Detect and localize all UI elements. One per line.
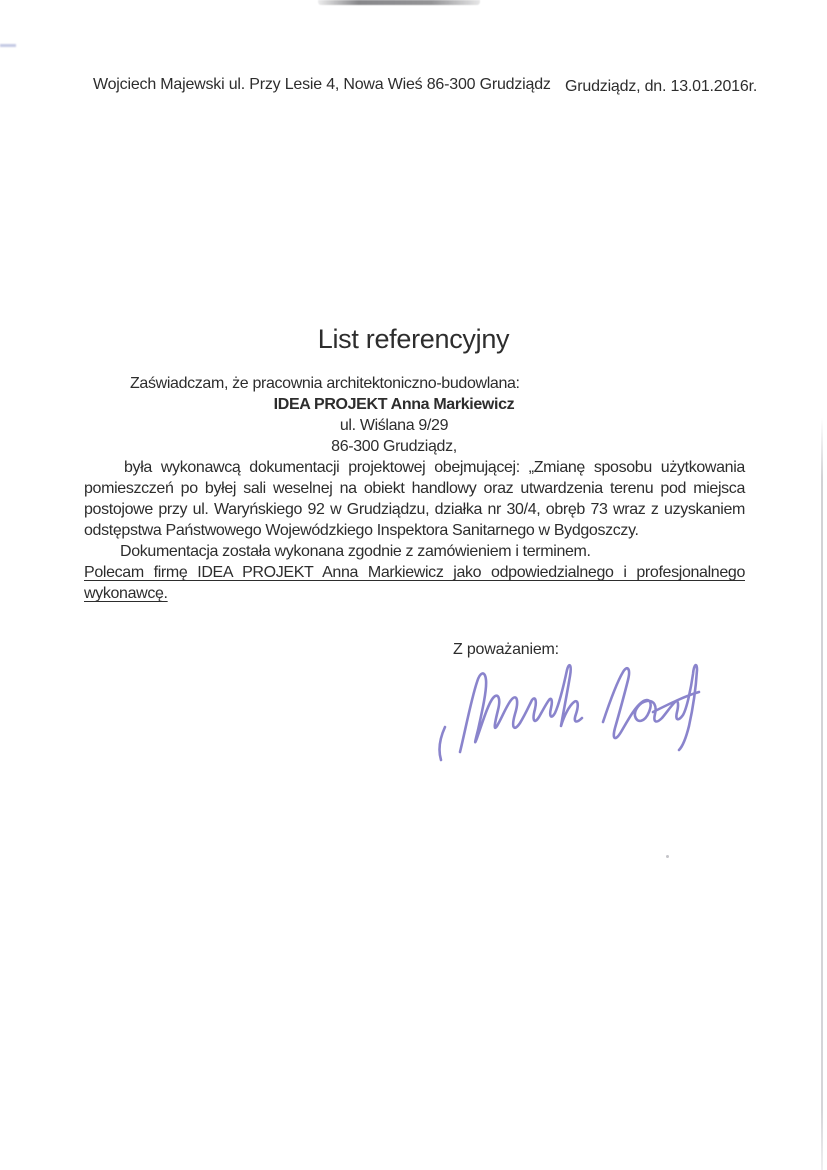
recommendation-line-2: wykonawcę. xyxy=(84,585,168,602)
letter-title: List referencyjny xyxy=(317,324,510,354)
scan-artifact-right-edge-line xyxy=(821,418,823,1170)
signature-stroke-word2 xyxy=(603,665,697,750)
company-street: ul. Wiślana 9/29 xyxy=(339,417,449,434)
intro-line: Zaświadczam, że pracownia architektoniczno-budowlana: xyxy=(130,375,520,392)
scan-artifact-top-smudge xyxy=(318,0,480,5)
company-block xyxy=(84,394,704,457)
recommendation-line-1: Polecam firmę IDEA PROJEKT Anna Markiewicz jako odpowiedzialnego i profesjonalnego xyxy=(84,564,745,581)
sender-block xyxy=(93,74,551,95)
sender-street: ul. Przy Lesie 4, Nowa Wieś xyxy=(228,76,423,93)
company-city: 86-300 Grudziądz, xyxy=(331,438,457,455)
letter-body xyxy=(84,373,745,604)
scan-artifact-speck xyxy=(666,855,669,858)
description-line-4: odstępstwa Państwowego Wojewódzkiego Inspektora Sanitarnego w Bydgoszczy. xyxy=(84,522,639,539)
handwritten-signature xyxy=(425,652,710,767)
signature-stroke-word1 xyxy=(460,665,582,752)
sender-city: 86-300 Grudziądz xyxy=(426,76,551,93)
scan-artifact-left-dash xyxy=(0,44,16,47)
closing-salutation: Z poważaniem: xyxy=(453,641,559,658)
date-line: Grudziądz, dn. 13.01.2016r. xyxy=(565,78,758,95)
description-line-1: była wykonawcą dokumentacji projektowej obejmującej: „Zmianę sposobu użytkowania xyxy=(124,459,745,476)
company-name: IDEA PROJEKT Anna Markiewicz xyxy=(273,396,515,413)
signature-stroke-flick xyxy=(440,727,445,760)
description-line-3: postojowe przy ul. Waryńskiego 92 w Grudziądzu, działka nr 30/4, obręb 73 wraz z uzyskaniem xyxy=(84,501,745,518)
sender-name: Wojciech Majewski xyxy=(93,76,225,93)
description-line-2: pomieszczeń po byłej sali weselnej na obiekt handlowy oraz utwardzenia terenu pod miejsca xyxy=(84,480,745,497)
confirmation-line: Dokumentacja została wykonana zgodnie z zamówieniem i terminem. xyxy=(120,543,591,560)
